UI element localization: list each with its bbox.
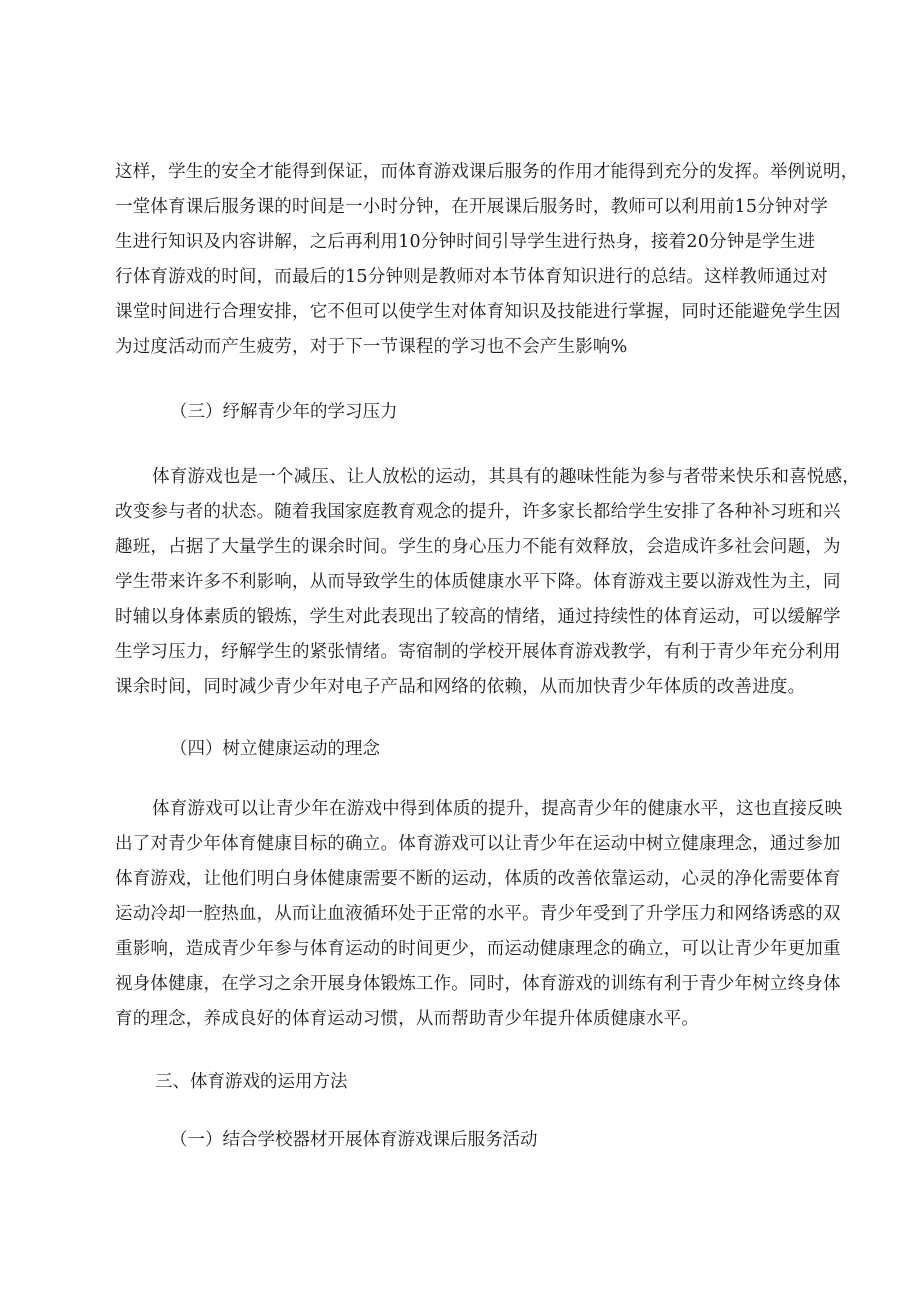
text-line: 视身体健康，在学习之余开展身体锻炼工作。同时，体育游戏的训练有利于青少年树立终身体	[115, 974, 841, 994]
text-line: 课余时间，同时减少青少年对电子产品和网络的依赖，从而加快青少年体质的改善进度。	[115, 677, 806, 697]
text-line: 运动冷却一腔热血，从而让血液循环处于正常的水平。青少年受到了升学压力和网络诱惑的双	[115, 904, 841, 924]
text-line: 改变参与者的状态。随着我国家庭教育观念的提升，许多家长都给学生安排了各种补习班和兴	[115, 502, 841, 522]
text-line: 一堂体育课后服务课的时间是一小时分钟，在开展课后服务时，教师可以利用前15分钟对学	[115, 197, 828, 217]
text-line: 育的理念，养成良好的体育运动习惯，从而帮助青少年提升体质健康水平。	[115, 1009, 700, 1029]
section-heading-school-equipment: （一）结合学校器材开展体育游戏课后服务活动	[170, 1130, 538, 1150]
section-heading-health-concept: （四）树立健康运动的理念	[170, 739, 380, 759]
text-line: 为过度活动而产生疲劳，对于下一节课程的学习也不会产生影响%	[115, 337, 628, 357]
text-line: 生学习压力，纾解学生的紧张情绪。寄宿制的学校开展体育游戏教学，有利于青少年充分利用	[115, 642, 841, 662]
text-line: 趣班，占据了大量学生的课余时间。学生的身心压力不能有效释放，会造成许多社会问题，为	[115, 537, 841, 557]
text-line: 学生带来许多不利影响，从而导致学生的体质健康水平下降。体育游戏主要以游戏性为主，同	[115, 572, 841, 592]
text-line: 课堂时间进行合理安排，它不但可以使学生对体育知识及技能进行掌握，同时还能避免学生因	[115, 302, 841, 322]
text-line: 体育游戏也是一个减压、让人放松的运动，其具有的趣味性能为参与者带来快乐和喜悦感，	[152, 467, 860, 487]
text-line: 这样，学生的安全才能得到保证，而体育游戏课后服务的作用才能得到充分的发挥。举例说明，	[115, 162, 859, 182]
section-heading-relieve-pressure: （三）纾解青少年的学习压力	[170, 402, 398, 422]
text-line: 出了对青少年体育健康目标的确立。体育游戏可以让青少年在运动中树立健康理念，通过参加	[115, 834, 841, 854]
text-line: 体育游戏可以让青少年在游戏中得到体质的提升，提高青少年的健康水平，这也直接反映	[152, 799, 843, 819]
text-line: 重影响，造成青少年参与体育运动的时间更少，而运动健康理念的确立，可以让青少年更加重	[115, 939, 841, 959]
text-line: 时辅以身体素质的锻炼，学生对此表现出了较高的情绪，通过持续性的体育运动，可以缓解学	[115, 607, 841, 627]
text-line: 行体育游戏的时间，而最后的15分钟则是教师对本节体育知识进行的总结。这样教师通过对	[115, 267, 828, 287]
text-line: 体育游戏，让他们明白身体健康需要不断的运动，体质的改善依靠运动，心灵的净化需要体育	[115, 869, 841, 889]
text-line: 生进行知识及内容讲解，之后再利用10分钟时间引导学生进行热身，接着20分钟是学生进	[115, 232, 816, 252]
chapter-heading-methods: 三、体育游戏的运用方法	[155, 1072, 348, 1092]
